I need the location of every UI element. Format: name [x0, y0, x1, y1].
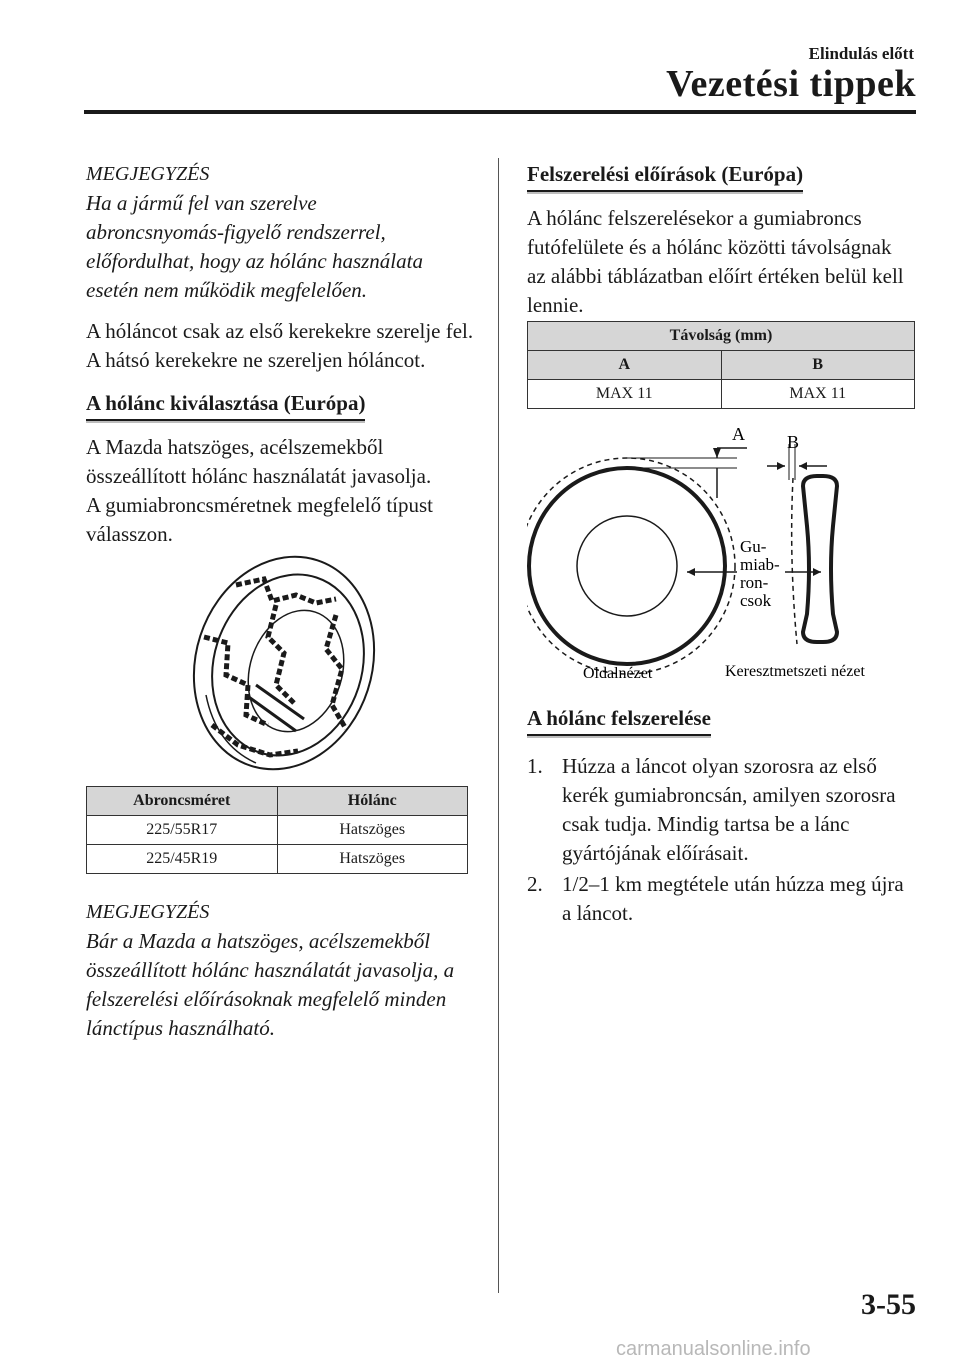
table-row — [87, 845, 468, 874]
section-title: Elindulás előtt — [808, 44, 914, 63]
table-cell: 225/55R17 — [87, 816, 278, 845]
column-divider — [498, 158, 499, 1293]
cross-section-caption: Keresztmetszeti nézet — [725, 663, 865, 680]
table-cell: Hatszöges — [277, 816, 468, 845]
section-heading: Felszerelési előírások (Európa) — [527, 160, 803, 192]
table-header: B — [721, 351, 915, 380]
section-heading: A hólánc kiválasztása (Európa) — [86, 389, 365, 421]
table-header: Abroncsméret — [87, 787, 278, 816]
note-text: Ha a jármű fel van szerelve abroncsnyomás-figyelő rendszerrel, előfordulhat, hogy az hólánc használata esetén nem működik megfelelően. — [86, 191, 423, 302]
steps-list — [527, 752, 912, 928]
paragraph: A Mazda hatszöges, acélszemekből összeállított hólánc használatát javasolja. — [86, 435, 432, 488]
watermark: carmanualsonline.info — [616, 1338, 811, 1360]
list-item — [527, 870, 912, 928]
table-row — [528, 380, 915, 409]
right-column — [527, 160, 917, 320]
table-header: A — [528, 351, 722, 380]
note-title: MEGJEGYZÉS — [86, 163, 210, 185]
table-cell: 225/45R19 — [87, 845, 278, 874]
page-number: 3-55 — [861, 1288, 916, 1321]
step-number: 1. — [527, 754, 543, 778]
note-block — [86, 898, 466, 1043]
step-text: Húzza a láncot olyan szorosra az első kerék gumiabroncsán, amilyen szorosra csak tudja. Mindig tartsa be a lánc gyártójának előírásait. — [562, 754, 896, 865]
tire-chain-table — [86, 786, 468, 874]
step-text: 1/2–1 km megtétele után húzza meg újra a láncot. — [562, 872, 904, 925]
header-rule — [84, 110, 916, 114]
table-row — [87, 816, 468, 845]
note-text: Bár a Mazda a hatszöges, acélszemekből összeállított hólánc használatát javasolja, a felszerelési előírásoknak megfelelő minden lánctípus használható. — [86, 929, 455, 1040]
paragraph: A hátsó kerekekre ne szereljen hóláncot. — [86, 348, 426, 372]
tire-label: ron- — [740, 573, 769, 592]
step-number: 2. — [527, 872, 543, 896]
table-cell: MAX 11 — [721, 380, 915, 409]
label-b: B — [787, 432, 800, 452]
list-item — [527, 752, 912, 868]
clearance-diagram — [527, 418, 917, 693]
table-cell: Hatszöges — [277, 845, 468, 874]
section-heading: A hólánc felszerelése — [527, 704, 711, 736]
note-title: MEGJEGYZÉS — [86, 901, 210, 923]
paragraph: A hóláncot csak az első kerekekre szerelje fel. — [86, 319, 474, 343]
paragraph: A gumiabroncsméretnek megfelelő típust válasszon. — [86, 493, 433, 546]
page-title: Vezetési tippek — [666, 63, 916, 105]
side-view-caption: Oldalnézet — [583, 665, 653, 682]
tire-label: Gu- — [740, 537, 767, 556]
paragraph: A hólánc felszerelésekor a gumiabroncs futófelülete és a hólánc közötti távolságnak az alábbi táblázatban előírt értéken belül kell lennie. — [527, 206, 904, 317]
label-a: A — [732, 424, 745, 444]
table-cell: MAX 11 — [528, 380, 722, 409]
tire-label: csok — [740, 591, 772, 610]
clearance-table — [527, 321, 915, 409]
table-header: Hólánc — [277, 787, 468, 816]
table-title: Távolság (mm) — [528, 322, 915, 351]
tire-label: miab- — [740, 555, 780, 574]
install-section — [527, 704, 917, 930]
snow-chain-illustration — [176, 545, 386, 777]
left-column — [86, 160, 476, 549]
